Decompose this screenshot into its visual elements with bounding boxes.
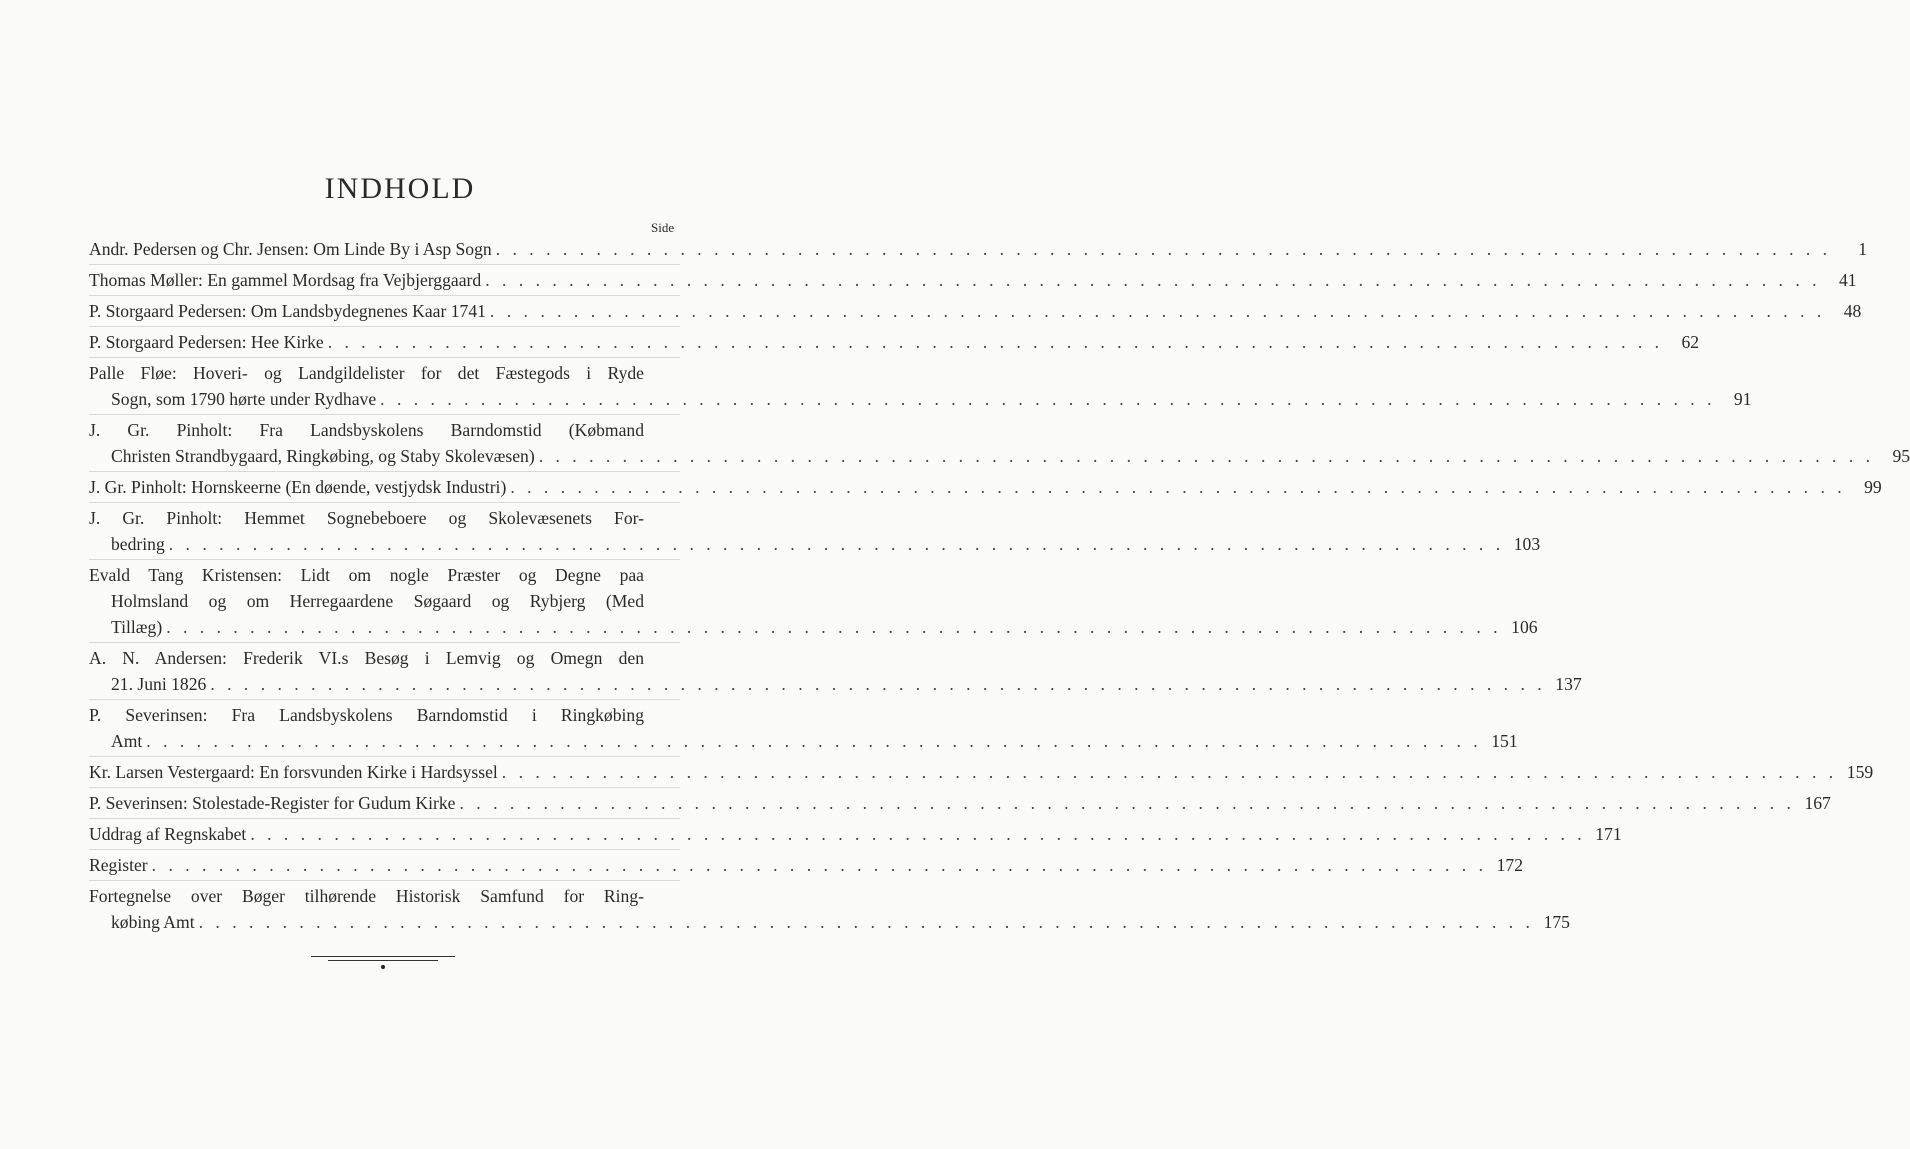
- toc-entry-page: 48: [1843, 301, 1862, 321]
- toc-entry: [89, 417, 1910, 472]
- dot-leader: . . . . . . . . . . . . . . . . . . . . . . . . . . . . . . . . . . . . . . . . . . . . . . . . . . . . . . . . . . . . . . . . . . . . . . . . . . . . . . . .: [501, 762, 1838, 782]
- dot-leader: . . . . . . . . . . . . . . . . . . . . . . . . . . . . . . . . . . . . . . . . . . . . . . . . . . . . . . . . . . . . . . . . . . . . . . . . . . . . . . . .: [510, 477, 1846, 497]
- decorative-ornament: [311, 956, 455, 969]
- toc-entry-page: 99: [1864, 477, 1882, 497]
- toc-entry: [89, 759, 1874, 788]
- toc-entry-page: 62: [1681, 332, 1700, 352]
- toc-entry-line: A. N. Andersen: Frederik VI.s Besøg i Lemvig og Omegn den: [89, 648, 644, 668]
- toc-entry: [89, 790, 1831, 819]
- toc-entry-page: 137: [1555, 674, 1582, 694]
- toc-entry: [89, 360, 1752, 415]
- toc-entry-line: købing Amt: [111, 912, 195, 932]
- toc-entry: [89, 821, 1622, 850]
- toc-entry: [89, 562, 1538, 643]
- toc-entry-final-line: [89, 298, 1862, 324]
- toc-entry-page: 41: [1838, 270, 1857, 290]
- ornament-rule-top: [311, 956, 455, 957]
- toc-entry-line: Register: [89, 855, 148, 875]
- toc-entry-final-line: [89, 267, 1857, 293]
- toc-entry-line: Evald Tang Kristensen: Lidt om nogle Præster og Degne paa: [89, 565, 644, 585]
- toc-entry: [89, 236, 1868, 265]
- toc-entry-final-line: [89, 821, 1622, 847]
- toc-entry: [89, 298, 1862, 327]
- toc-entry-line: bedring: [111, 534, 165, 554]
- toc-entry-line: Amt: [111, 731, 143, 751]
- toc-entry: [89, 645, 1582, 700]
- toc-entry-final-line: [89, 759, 1874, 785]
- toc-entry-page: 95: [1892, 446, 1910, 466]
- toc-entry-line: P. Severinsen: Fra Landsbyskolens Barndomstid i Ringkøbing: [89, 705, 644, 725]
- toc-entry-page: 171: [1595, 824, 1622, 844]
- dot-leader: . . . . . . . . . . . . . . . . . . . . . . . . . . . . . . . . . . . . . . . . . . . . . . . . . . . . . . . . . . . . . . . . . . . . . . . . . . . . . . . .: [459, 793, 1795, 813]
- toc-entry-final-line: [89, 329, 1700, 355]
- toc-entry-final-line: [89, 236, 1868, 262]
- table-of-contents: [89, 236, 1910, 939]
- dot-leader: . . . . . . . . . . . . . . . . . . . . . . . . . . . . . . . . . . . . . . . . . . . . . . . . . . . . . . . . . . . . . . . . . . . . . . . . . . . . . . . .: [327, 332, 1664, 352]
- toc-entry-line: Kr. Larsen Vestergaard: En forsvunden Kirke i Hardsyssel: [89, 762, 498, 782]
- toc-entry: [89, 883, 1570, 937]
- toc-entry-final-line: [89, 614, 1538, 640]
- dot-leader: . . . . . . . . . . . . . . . . . . . . . . . . . . . . . . . . . . . . . . . . . . . . . . . . . . . . . . . . . . . . . . . . . . . . . . . . . . . . . . . .: [146, 731, 1482, 751]
- toc-entry-line: Fortegnelse over Bøger tilhørende Historisk Samfund for Ring-: [89, 886, 644, 906]
- dot-leader: . . . . . . . . . . . . . . . . . . . . . . . . . . . . . . . . . . . . . . . . . . . . . . . . . . . . . . . . . . . . . . . . . . . . . . . . . . . . . . . .: [198, 912, 1534, 932]
- toc-entry-final-line: [89, 671, 1582, 697]
- toc-entry: [89, 329, 1700, 358]
- page-title: INDHOLD: [324, 172, 476, 205]
- toc-entry-line: Holmsland og om Herregaardene Søgaard og Rybjerg (Med: [111, 591, 644, 611]
- page-column-label: Side: [651, 220, 675, 235]
- dot-leader: . . . . . . . . . . . . . . . . . . . . . . . . . . . . . . . . . . . . . . . . . . . . . . . . . . . . . . . . . . . . . . . . . . . . . . . . . . . . . . . .: [151, 855, 1487, 875]
- dot-leader: . . . . . . . . . . . . . . . . . . . . . . . . . . . . . . . . . . . . . . . . . . . . . . . . . . . . . . . . . . . . . . . . . . . . . . . . . . . . . . . .: [485, 270, 1821, 290]
- toc-entry-line: 21. Juni 1826: [111, 674, 207, 694]
- toc-entry-page: 151: [1491, 731, 1518, 751]
- toc-entry-final-line: [89, 443, 1910, 469]
- toc-entry-final-line: [89, 909, 1570, 935]
- toc-entry-final-line: [89, 790, 1831, 816]
- toc-entry-line: Palle Fløe: Hoveri- og Landgildelister for det Fæstegods i Ryde: [89, 363, 644, 383]
- toc-entry: [89, 702, 1518, 757]
- dot-leader: . . . . . . . . . . . . . . . . . . . . . . . . . . . . . . . . . . . . . . . . . . . . . . . . . . . . . . . . . . . . . . . . . . . . . . . . . . . . . . . .: [538, 446, 1875, 466]
- toc-entry-page: 167: [1804, 793, 1831, 813]
- dot-leader: . . . . . . . . . . . . . . . . . . . . . . . . . . . . . . . . . . . . . . . . . . . . . . . . . . . . . . . . . . . . . . . . . . . . . . . . . . . . . . . .: [495, 239, 1832, 259]
- toc-entry-line: Thomas Møller: En gammel Mordsag fra Vejbjerggaard: [89, 270, 482, 290]
- toc-entry-final-line: [89, 531, 1541, 557]
- toc-entry-page: 1: [1858, 239, 1868, 259]
- toc-entry-line: Tillæg): [111, 617, 163, 637]
- toc-entry-line: Andr. Pedersen og Chr. Jensen: Om Linde By i Asp Sogn: [89, 239, 492, 259]
- toc-entry: [89, 474, 1882, 503]
- toc-entry-line: J. Gr. Pinholt: Fra Landsbyskolens Barndomstid (Købmand: [89, 420, 644, 440]
- toc-entry-line: Uddrag af Regnskabet: [89, 824, 247, 844]
- toc-entry-line: P. Storgaard Pedersen: Hee Kirke: [89, 332, 324, 352]
- toc-entry-final-line: [89, 728, 1518, 754]
- dot-leader: . . . . . . . . . . . . . . . . . . . . . . . . . . . . . . . . . . . . . . . . . . . . . . . . . . . . . . . . . . . . . . . . . . . . . . . . . . . . . . . .: [166, 617, 1502, 637]
- toc-entry-page: 175: [1543, 912, 1570, 932]
- toc-entry-line: P. Severinsen: Stolestade-Register for Gudum Kirke: [89, 793, 456, 813]
- toc-entry-final-line: [89, 474, 1882, 500]
- toc-entry: [89, 852, 1523, 881]
- dot-leader: . . . . . . . . . . . . . . . . . . . . . . . . . . . . . . . . . . . . . . . . . . . . . . . . . . . . . . . . . . . . . . . . . . . . . . . . . . . . . . . .: [168, 534, 1505, 554]
- toc-entry-page: 103: [1513, 534, 1541, 554]
- toc-entry-line: Christen Strandbygaard, Ringkøbing, og Staby Skolevæsen): [111, 446, 535, 466]
- toc-entry-page: 159: [1846, 762, 1874, 782]
- toc-entry-line: J. Gr. Pinholt: Hornskeerne (En døende, vestjydsk Industri): [89, 477, 507, 497]
- toc-entry-line: J. Gr. Pinholt: Hemmet Sognebeboere og Skolevæsenets For-: [89, 508, 644, 528]
- toc-entry-page: 106: [1511, 617, 1538, 637]
- toc-entry-page: 91: [1733, 389, 1752, 409]
- toc-entry-line: Sogn, som 1790 hørte under Rydhave: [111, 389, 377, 409]
- dot-leader: . . . . . . . . . . . . . . . . . . . . . . . . . . . . . . . . . . . . . . . . . . . . . . . . . . . . . . . . . . . . . . . . . . . . . . . . . . . . . . . .: [380, 389, 1716, 409]
- toc-entry-line: P. Storgaard Pedersen: Om Landsbydegnenes Kaar 1741: [89, 301, 486, 321]
- dot-leader: . . . . . . . . . . . . . . . . . . . . . . . . . . . . . . . . . . . . . . . . . . . . . . . . . . . . . . . . . . . . . . . . . . . . . . . . . . . . . . . .: [210, 674, 1546, 694]
- toc-entry: [89, 267, 1857, 296]
- dot-leader: . . . . . . . . . . . . . . . . . . . . . . . . . . . . . . . . . . . . . . . . . . . . . . . . . . . . . . . . . . . . . . . . . . . . . . . . . . . . . . . .: [489, 301, 1826, 321]
- toc-entry-page: 172: [1496, 855, 1523, 875]
- dot-leader: . . . . . . . . . . . . . . . . . . . . . . . . . . . . . . . . . . . . . . . . . . . . . . . . . . . . . . . . . . . . . . . . . . . . . . . . . . . . . . . .: [250, 824, 1586, 844]
- toc-entry-final-line: [89, 852, 1523, 878]
- ornament-rule-bottom: [328, 960, 438, 961]
- toc-entry-final-line: [89, 386, 1752, 412]
- ornament-dot: [381, 965, 385, 969]
- toc-entry: [89, 505, 1541, 560]
